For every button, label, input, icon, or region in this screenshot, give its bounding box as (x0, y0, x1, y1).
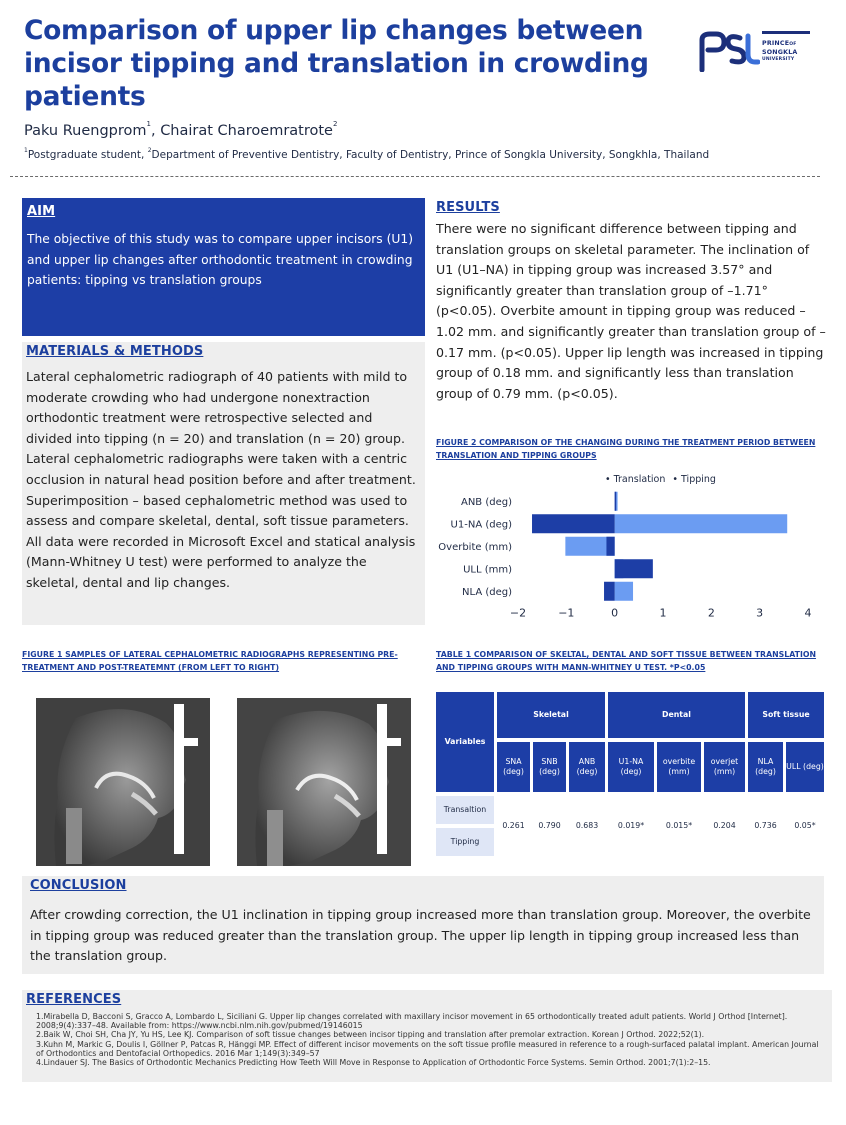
comparison-table (436, 692, 824, 862)
table-column-header: SNB (deg) (533, 742, 566, 792)
logo-bar (762, 31, 810, 34)
psu-logo (698, 26, 818, 76)
aim-section (22, 198, 425, 336)
comparison-bar-chart (432, 486, 832, 622)
header-divider (10, 176, 820, 177)
table-pvalue-cell: 0.683 (569, 796, 605, 856)
author-1: Paku Ruengprom (24, 123, 147, 139)
bar-translation-3 (615, 559, 653, 578)
bar-translation-1 (532, 514, 615, 533)
x-tick-label: 2 (707, 606, 715, 620)
authors: Paku Ruengprom$^1$, Chairat Charoemratrote$^2$ (24, 120, 338, 139)
table-row-tipping: Tipping (436, 828, 494, 856)
conclusion-section (22, 876, 824, 974)
figure1-caption: FIGURE 1 SAMPLES OF LATERAL CEPHALOMETRIC RADIOGRAPHS REPRESENTING PRE-TREATMENT AND POST-TREATEMNT (FROM LEFT TO RIGHT) (22, 650, 398, 672)
results-text: There were no significant difference between tipping and translation groups on skeletal parameter. The inclination of U1 (U1–NA) in tipping group was increased 3.57° and significantly greater than translation group of –1.71° (p<0.05). Overbite amount in tipping group was reduced –1.02 mm. and significantly greater than translation group of –0.17 mm. (p<0.05). Upper lip length was increased in tipping group of 0.18 mm. and significantly less than translation group of 0.79 mm. (p<0.05). (436, 221, 826, 401)
references-list (36, 1012, 828, 1067)
references-heading: REFERENCES (26, 992, 122, 1007)
poster-title: Comparison of upper lip changes between incisor tipping and translation in crowding patients (24, 15, 649, 112)
references-section (22, 990, 832, 1082)
table-column-header: NLA (deg) (748, 742, 783, 792)
y-tick-label: ANB (deg) (460, 496, 512, 508)
aim-heading: AIM (27, 204, 56, 219)
table-column-header: ANB (deg) (569, 742, 605, 792)
x-tick-label: 1 (659, 606, 667, 620)
chart-legend (605, 474, 720, 485)
psu-logo-icon (698, 30, 760, 72)
figure2-caption: FIGURE 2 COMPARISON OF THE CHANGING DURING THE TREATMENT PERIOD BETWEEN TRANSLATION AND TIPPING GROUPS (436, 438, 816, 460)
table-pvalue-cell: 0.736 (748, 796, 783, 856)
table-group-skeletal: Skeletal (497, 692, 605, 738)
x-tick-label: −2 (509, 606, 527, 620)
bar-translation-4 (604, 582, 615, 601)
y-tick-label: Overbite (mm) (438, 541, 512, 553)
table-row-translation: Transaltion (436, 796, 494, 824)
table-column-header: overjet (mm) (704, 742, 745, 792)
x-tick-label: −1 (558, 606, 575, 620)
x-tick-label: 0 (611, 606, 619, 620)
table-pvalue-cell: 0.261 (497, 796, 530, 856)
logo-wordmark: PRINCEOF SONGKLA UNIVERSITY (762, 40, 798, 62)
table-column-header: overbite (mm) (657, 742, 701, 792)
y-tick-label: U1-NA (deg) (450, 519, 512, 531)
author-2: Chairat Charoemratrote (160, 123, 333, 139)
aim-text: The objective of this study was to compare upper incisors (U1) and upper lip changes after orthodontic treatment in crowding patients: tipping vs translation groups (27, 232, 414, 287)
x-tick-label: 4 (804, 606, 812, 620)
table-variables-header: Variables (436, 692, 494, 792)
table-pvalue-cell: 0.790 (533, 796, 566, 856)
reference-item: 4.Lindauer SJ. The Basics of Orthodontic Mechanics Predicting How Teeth Will Move in Response to Application of Orthodontic Force Systems. Semin Orthod. 2001;7(1):2–15. (36, 1058, 711, 1068)
table-pvalue-cell: 0.015* (657, 796, 701, 856)
affiliation-1: Postgraduate student (27, 149, 142, 161)
table-group-soft-tissue: Soft tissue (748, 692, 824, 738)
x-tick-label: 3 (756, 606, 764, 620)
y-tick-label: NLA (deg) (462, 586, 512, 598)
methods-text: Lateral cephalometric radiograph of 40 patients with mild to moderate crowding who had undergone nonextraction orthodontic treatment were retrospective selected and divided into tipping (n = 20) and translation (n = 20) group. Lateral cephalometric radiographs were taken with a centric occlusion in natural head position before and after treatment. Superimposition – based cephalometric method was used to assess and compare skeletal, dental, soft tissue parameters. All data were recorded in Microsoft Excel and statical analysis (Mann-Whitney U test) were performed to analyze the skeletal, dental and lip changes. (26, 369, 416, 590)
methods-heading: MATERIALS & METHODS (26, 344, 204, 359)
table-group-dental: Dental (608, 692, 745, 738)
reference-item: 3.Kuhn M, Markic G, Doulis I, Göllner P, Patcas R, Hänggi MP. Effect of different incisor movements on the soft tissue profile measured in reference to a rough-surfaced palatal implant. American Journal of Orthodontics and Dentofacial Orthopedics. 2016 Mar 1;149(3):349–57 (36, 1039, 819, 1058)
table-pvalue-cell: 0.019* (608, 796, 654, 856)
reference-item: 1.Mirabella D, Bacconi S, Gracco A, Lombardo L, Siciliani G. Upper lip changes correlated with maxillary incisor movement in 65 orthodontically treated adult patients. World J Orthod [Internet]. 2008;9(4):337–48. Available from: https://www.ncbi.nlm.nih.gov/pubmed/19146015 (36, 1012, 788, 1031)
reference-item: 2.Baik W, Choi SH, Cha JY, Yu HS, Lee KJ. Comparison of soft tissue changes between incisor tipping and translation after premolar extraction. Korean J Orthod. 2022;52(1). (36, 1030, 705, 1040)
conclusion-heading: CONCLUSION (30, 878, 127, 893)
xray-pre-treatment (36, 698, 210, 866)
affiliations: $^1$Postgraduate student, $^2$Department of Preventive Dentistry, Faculty of Dentistry, Prince of Songkla University, Songkhla, Thailand (24, 147, 710, 161)
affiliation-2: Department of Preventive Dentistry, Faculty of Dentistry, Prince of Songkla University, Songkhla, Thailand (151, 149, 710, 161)
bar-translation-0 (615, 492, 617, 511)
bar-tipping-1 (615, 514, 788, 533)
conclusion-text: After crowding correction, the U1 inclination in tipping group increased more than translation group. Moreover, the overbite in tipping group was reduced greater than the translation group. The upper lip length in tipping group increased less than the translation group. (30, 907, 811, 963)
xray-post-treatment (237, 698, 411, 866)
table-column-header: U1-NA (deg) (608, 742, 654, 792)
table-column-header: ULL (deg) (786, 742, 824, 792)
legend-tipping: • Tipping (672, 474, 716, 485)
legend-translation: • Translation (605, 474, 666, 485)
table-column-header: SNA (deg) (497, 742, 530, 792)
bar-tipping-4 (615, 582, 633, 601)
bar-translation-2 (606, 537, 614, 556)
y-tick-label: ULL (mm) (463, 564, 512, 576)
table1-caption: TABLE 1 COMPARISON OF SKELTAL, DENTAL AND SOFT TISSUE BETWEEN TRANSLATION AND TIPPING GROUPS WITH MANN-WHITNEY U TEST. *P<0.05 (436, 650, 817, 672)
methods-section (22, 342, 425, 625)
table-pvalue-cell: 0.204 (704, 796, 745, 856)
results-heading: RESULTS (436, 200, 500, 215)
table-pvalue-cell: 0.05* (786, 796, 824, 856)
